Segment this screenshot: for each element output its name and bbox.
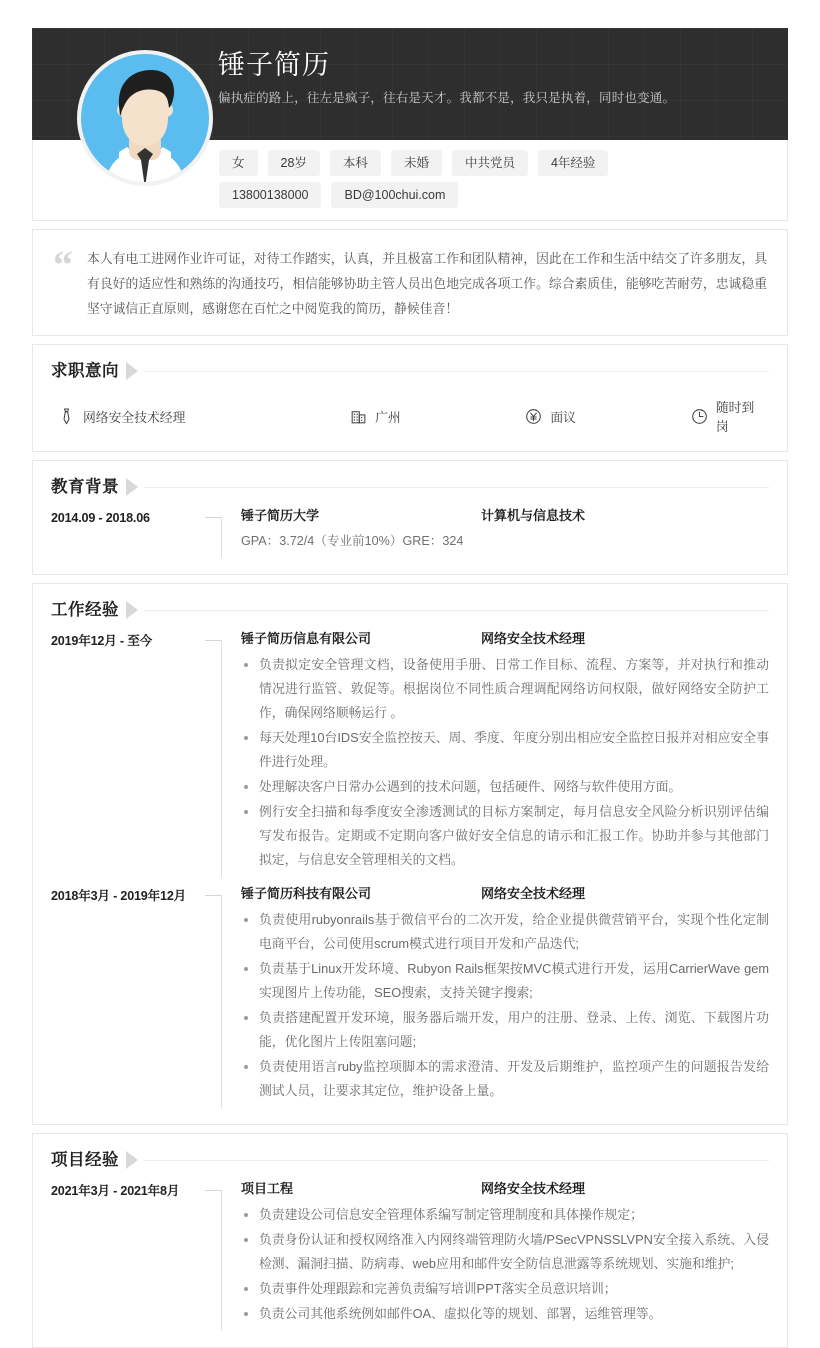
intent-salary bbox=[524, 407, 690, 426]
entry-project-name: 项目工程 bbox=[241, 1181, 294, 1196]
entry-organization: 锤子简历科技有限公司 bbox=[241, 886, 372, 901]
intent-availability-label: 随时到岗 bbox=[715, 400, 755, 434]
chevron-right-icon bbox=[126, 601, 138, 619]
job-intention-card bbox=[32, 344, 788, 452]
list-item: 负责使用语言ruby监控项脚本的需求澄清、开发及后期维护，监控项产生的问题报告发给测试人员，让要求其定位，维护设备上量。 bbox=[241, 1055, 769, 1103]
timeline-line bbox=[221, 1190, 222, 1331]
entry-date: 2021年3月 - 2021年8月 bbox=[51, 1184, 180, 1198]
entry-bullet-list bbox=[241, 1203, 769, 1326]
timeline-dash bbox=[205, 640, 222, 641]
list-item: 每天处理10台IDS安全监控按天、周、季度、年度分别出相应安全监控日报并对相应安全事件进行处理。 bbox=[241, 726, 769, 774]
entry-date: 2014.09 - 2018.06 bbox=[51, 511, 150, 525]
tag-age: 28岁 bbox=[268, 150, 320, 176]
entry-date: 2019年12月 - 至今 bbox=[51, 634, 152, 648]
yen-circle-icon bbox=[524, 407, 543, 426]
section-title: 求职意向 bbox=[51, 362, 119, 380]
clock-icon bbox=[690, 407, 709, 426]
entry-major: 计算机与信息技术 bbox=[481, 508, 586, 523]
intent-city-label: 广州 bbox=[375, 409, 401, 425]
section-header-intent bbox=[51, 359, 769, 383]
divider bbox=[144, 371, 769, 372]
work-experience-card bbox=[32, 583, 788, 1125]
list-item: 处理解决客户日常办公遇到的技术问题，包括硬件、网络与软件使用方面。 bbox=[241, 775, 769, 799]
section-header-education bbox=[51, 475, 769, 499]
work-entry bbox=[51, 883, 769, 1110]
building-icon bbox=[349, 407, 368, 426]
quote-mark-icon: “ bbox=[53, 242, 73, 287]
entry-bullet-list bbox=[241, 653, 769, 872]
header-motto: 偏执症的路上，往左是疯子，往右是天才。我都不是，我只是执着，同时也变通。 bbox=[218, 91, 676, 105]
entry-gpa: GPA：3.72/4（专业前10%）GRE：324 bbox=[241, 534, 464, 548]
chevron-right-icon bbox=[126, 1151, 138, 1169]
timeline-connector bbox=[201, 505, 233, 560]
tag-email: BD@100chui.com bbox=[331, 182, 458, 208]
timeline-dash bbox=[205, 1190, 222, 1191]
tag-political: 中共党员 bbox=[452, 150, 528, 176]
timeline-connector bbox=[201, 628, 233, 879]
divider bbox=[144, 487, 769, 488]
tag-row-contact bbox=[219, 182, 787, 208]
timeline-line bbox=[221, 517, 222, 558]
section-header-project bbox=[51, 1148, 769, 1172]
avatar bbox=[75, 48, 215, 188]
intent-availability bbox=[690, 397, 765, 435]
timeline-connector bbox=[201, 883, 233, 1110]
divider bbox=[144, 610, 769, 611]
timeline-connector bbox=[201, 1178, 233, 1333]
list-item: 负责搭建配置开发环境，服务器后端开发，用户的注册、登录、上传、浏览、下载图片功能，优化图片上传阻塞问题; bbox=[241, 1006, 769, 1054]
timeline-line bbox=[221, 895, 222, 1108]
intent-position bbox=[57, 407, 349, 426]
project-experience-card bbox=[32, 1133, 788, 1348]
list-item: 负责公司其他系统例如邮件OA、虚拟化等的规划、部署，运维管理等。 bbox=[241, 1302, 769, 1326]
summary-card bbox=[32, 229, 788, 336]
entry-role: 网络安全技术经理 bbox=[481, 631, 586, 646]
tag-phone: 13800138000 bbox=[219, 182, 321, 208]
summary-text: 本人有电工进网作业许可证，对待工作踏实，认真，并且极富工作和团队精神，因此在工作和生活中结交了许多朋友，具有良好的适应性和熟练的沟通技巧，相信能够协助主管人员出色地完成各项工作。综合素质佳，能够吃苦耐劳，忠诚稳重坚守诚信正直原则，感谢您在百忙之中阅览我的简历，静候佳音！ bbox=[87, 251, 767, 316]
section-title: 工作经验 bbox=[51, 601, 119, 619]
resume-header bbox=[32, 28, 788, 140]
tag-degree: 本科 bbox=[330, 150, 381, 176]
tag-gender: 女 bbox=[219, 150, 258, 176]
necktie-icon bbox=[57, 407, 76, 426]
entry-organization: 锤子简历信息有限公司 bbox=[241, 631, 372, 646]
timeline-dash bbox=[205, 517, 222, 518]
entry-role: 网络安全技术经理 bbox=[481, 1181, 586, 1196]
intent-city bbox=[349, 407, 524, 426]
page-title: 锤子简历 bbox=[218, 50, 330, 80]
education-entry bbox=[51, 505, 769, 560]
entry-role: 网络安全技术经理 bbox=[481, 886, 586, 901]
timeline-line bbox=[221, 640, 222, 877]
entry-bullet-list bbox=[241, 908, 769, 1103]
tag-experience: 4年经验 bbox=[538, 150, 608, 176]
entry-organization: 锤子简历大学 bbox=[241, 508, 320, 523]
section-title: 教育背景 bbox=[51, 478, 119, 496]
list-item: 负责事件处理跟踪和完善负责编写培训PPT落实全员意识培训； bbox=[241, 1277, 769, 1301]
intent-position-label: 网络安全技术经理 bbox=[83, 409, 186, 425]
chevron-right-icon bbox=[126, 478, 138, 496]
tag-marital: 未婚 bbox=[391, 150, 442, 176]
education-card bbox=[32, 460, 788, 575]
section-title: 项目经验 bbox=[51, 1151, 119, 1169]
list-item: 负责建设公司信息安全管理体系编写制定管理制度和具体操作规定； bbox=[241, 1203, 769, 1227]
intent-salary-label: 面议 bbox=[550, 409, 576, 425]
intent-items bbox=[51, 389, 769, 437]
avatar-person-illustration bbox=[75, 48, 215, 188]
list-item: 例行安全扫描和每季度安全渗透测试的目标方案制定，每月信息安全风险分析识别评估编写发布报告。定期或不定期向客户做好安全信息的请示和汇报工作。协助并参与其他部门拟定，与信息安全管理相关的文档。 bbox=[241, 800, 769, 872]
project-entry bbox=[51, 1178, 769, 1333]
chevron-right-icon bbox=[126, 362, 138, 380]
list-item: 负责身份认证和授权网络准入内网终端管理防火墙/PSecVPNSSLVPN安全接入系统、入侵检测、漏洞扫描、防病毒、web应用和邮件安全防信息泄露等系统规划、实施和维护; bbox=[241, 1228, 769, 1276]
list-item: 负责使用rubyonrails基于微信平台的二次开发，给企业提供微营销平台，实现个性化定制电商平台，公司使用scrum模式进行项目开发和产品迭代; bbox=[241, 908, 769, 956]
entry-date: 2018年3月 - 2019年12月 bbox=[51, 889, 187, 903]
section-header-work bbox=[51, 598, 769, 622]
timeline-dash bbox=[205, 895, 222, 896]
list-item: 负责基于Linux开发环境、Rubyon Rails框架按MVC模式进行开发，运用CarrierWave gem实现图片上传功能，SEO搜索，支持关键字搜索; bbox=[241, 957, 769, 1005]
list-item: 负责拟定安全管理文档，设备使用手册、日常工作目标、流程、方案等，并对执行和推动情况进行监管、敦促等。根据岗位不同性质合理调配网络访问权限，做好网络安全防护工作，确保网络顺畅运行 。 bbox=[241, 653, 769, 725]
tag-row-basic bbox=[219, 150, 787, 176]
work-entry bbox=[51, 628, 769, 879]
